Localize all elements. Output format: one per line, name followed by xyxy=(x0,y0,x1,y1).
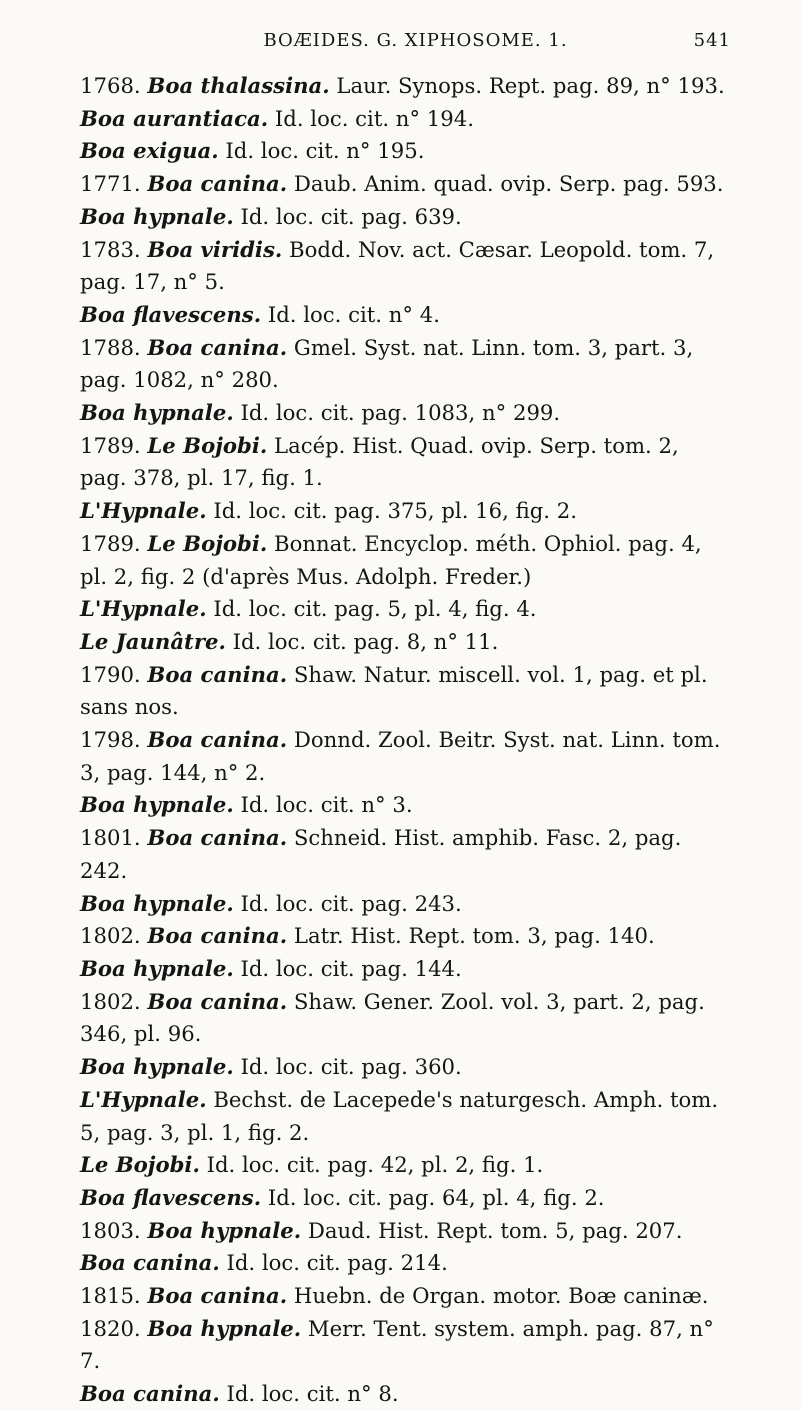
synonymy-entry xyxy=(80,430,731,495)
taxon-name: Boa canina. xyxy=(147,727,288,753)
reference: Schneid. Hist. amphib. Fasc. 2, pag. 242. xyxy=(80,825,682,883)
entry-year: 1768. xyxy=(80,73,141,98)
taxon-name: L'Hypnale. xyxy=(80,596,207,622)
synonymy-entry xyxy=(80,1182,731,1215)
entry-year: 1788. xyxy=(80,334,141,360)
synonymy-entry xyxy=(80,888,731,921)
synonymy-entry xyxy=(80,135,731,168)
taxon-name: L'Hypnale. xyxy=(80,498,207,524)
reference: Gmel. Syst. nat. Linn. tom. 3, part. 3, pag. 1082, n° 280. xyxy=(80,334,694,393)
synonymy-entry xyxy=(80,1215,731,1248)
entry-year: 1790. xyxy=(80,661,141,687)
entry-year: 1801. xyxy=(80,825,141,851)
synonymy-entry xyxy=(80,1084,731,1149)
taxon-name: Boa canina. xyxy=(147,923,288,949)
synonymy-entry xyxy=(80,332,731,397)
entry-year: 1789. xyxy=(80,530,141,556)
reference: Laur. Synops. Rept. pag. 89, n° 193. xyxy=(336,73,725,98)
taxon-name: Le Bojobi. xyxy=(147,530,268,556)
reference: Bonnat. Encyclop. méth. Ophiol. pag. 4, pl. 2, fig. 2 (d'après Mus. Adolph. Freder.) xyxy=(80,530,702,589)
synonymy-entry xyxy=(80,1378,731,1411)
taxon-name: Boa flavescens. xyxy=(80,1184,262,1210)
running-header xyxy=(80,30,731,56)
taxon-name: Boa hypnale. xyxy=(80,203,234,229)
taxon-name: Boa canina. xyxy=(147,661,288,687)
entry-year: 1771. xyxy=(80,171,141,197)
entry-year: 1798. xyxy=(80,727,141,753)
synonymy-entry xyxy=(80,103,731,136)
reference: Lacép. Hist. Quad. ovip. Serp. tom. 2, pag. 378, pl. 17, fig. 1. xyxy=(80,432,679,491)
reference: Id. loc. cit. n° 194. xyxy=(274,105,474,131)
reference: Id. loc. cit. pag. 1083, n° 299. xyxy=(240,400,561,426)
synonymy-entry xyxy=(80,495,731,528)
taxon-name: Boa hypnale. xyxy=(147,1315,302,1341)
reference: Id. loc. cit. n° 195. xyxy=(225,138,425,164)
reference: Id. loc. cit. n° 3. xyxy=(240,792,413,818)
reference: Bodd. Nov. act. Cæsar. Leopold. tom. 7, pag. 17, n° 5. xyxy=(80,236,715,295)
reference: Shaw. Gener. Zool. vol. 3, part. 2, pag. 346, pl. 96. xyxy=(80,988,705,1047)
reference: Id. loc. cit. pag. 64, pl. 4, fig. 2. xyxy=(267,1184,605,1210)
synonymy-entry xyxy=(80,168,731,201)
synonymy-entry xyxy=(80,724,731,789)
reference: Id. loc. cit. pag. 639. xyxy=(240,203,462,229)
synonymy-entry xyxy=(80,659,731,724)
reference: Id. loc. cit. pag. 5, pl. 4, fig. 4. xyxy=(213,596,537,622)
entry-year: 1803. xyxy=(80,1217,141,1243)
synonymy-entry xyxy=(80,1280,731,1313)
taxon-name: Boa canina. xyxy=(147,171,288,197)
entry-year: 1802. xyxy=(80,988,141,1014)
taxon-name: Boa viridis. xyxy=(147,236,283,262)
reference: Merr. Tent. system. amph. pag. 87, n° 7. xyxy=(80,1315,714,1374)
taxon-name: Le Bojobi. xyxy=(80,1152,200,1178)
reference: Huebn. de Organ. motor. Boæ caninæ. xyxy=(293,1283,709,1309)
reference: Id. loc. cit. pag. 360. xyxy=(240,1054,462,1080)
synonymy-entry xyxy=(80,397,731,430)
taxon-name: Le Bojobi. xyxy=(147,432,268,458)
synonymy-entry xyxy=(80,1313,731,1378)
header-title: BOÆIDES. G. XIPHOSOME. 1. xyxy=(263,30,568,51)
reference: Id. loc. cit. n° 8. xyxy=(226,1381,399,1407)
synonymy-entry xyxy=(80,1247,731,1280)
taxon-name: Boa hypnale. xyxy=(80,1054,234,1080)
entry-year: 1783. xyxy=(80,236,141,262)
taxon-name: Boa hypnale. xyxy=(80,890,234,916)
reference: Id. loc. cit. pag. 8, n° 11. xyxy=(232,628,499,654)
synonymy-entry xyxy=(80,299,731,332)
synonymy-entry xyxy=(80,789,731,822)
taxon-name: Boa canina. xyxy=(80,1381,220,1407)
reference: Id. loc. cit. pag. 144. xyxy=(240,955,462,981)
taxon-name: Boa exigua. xyxy=(80,138,219,164)
synonymy-entry xyxy=(80,234,731,299)
synonymy-entry xyxy=(80,1051,731,1084)
entry-year: 1815. xyxy=(80,1283,141,1309)
entry-year: 1789. xyxy=(80,432,141,458)
synonymy-entry xyxy=(80,920,731,953)
synonymy-entry xyxy=(80,201,731,234)
reference: Id. loc. cit. pag. 243. xyxy=(240,890,462,916)
synonymy-entry xyxy=(80,70,731,103)
taxon-name: L'Hypnale. xyxy=(80,1086,207,1112)
taxon-name: Boa hypnale. xyxy=(80,400,234,426)
taxon-name: Boa hypnale. xyxy=(147,1217,302,1243)
reference: Id. loc. cit. n° 4. xyxy=(267,301,440,327)
reference: Shaw. Natur. miscell. vol. 1, pag. et pl. sans nos. xyxy=(80,661,708,720)
taxon-name: Boa flavescens. xyxy=(80,301,262,327)
synonymy-entry xyxy=(80,593,731,626)
synonymy-entry xyxy=(80,822,731,887)
taxon-name: Boa hypnale. xyxy=(80,955,234,981)
taxon-name: Boa hypnale. xyxy=(80,792,234,818)
page-number: 541 xyxy=(693,30,731,51)
synonymy-entry xyxy=(80,528,731,593)
taxon-name: Boa canina. xyxy=(147,334,288,360)
synonymy-entry xyxy=(80,986,731,1051)
reference: Id. loc. cit. pag. 42, pl. 2, fig. 1. xyxy=(206,1152,544,1178)
synonymy-list xyxy=(80,70,731,1411)
entry-year: 1820. xyxy=(80,1315,141,1341)
taxon-name: Boa aurantiaca. xyxy=(80,105,269,131)
taxon-name: Boa canina. xyxy=(80,1250,220,1276)
reference: Daud. Hist. Rept. tom. 5, pag. 207. xyxy=(307,1217,683,1243)
reference: Donnd. Zool. Beitr. Syst. nat. Linn. tom. 3, pag. 144, n° 2. xyxy=(80,727,721,785)
reference: Id. loc. cit. pag. 375, pl. 16, fig. 2. xyxy=(213,498,577,524)
reference: Daub. Anim. quad. ovip. Serp. pag. 593. xyxy=(293,171,724,197)
reference: Latr. Hist. Rept. tom. 3, pag. 140. xyxy=(293,923,655,949)
taxon-name: Boa thalassina. xyxy=(147,73,330,98)
taxon-name: Le Jaunâtre. xyxy=(80,628,226,654)
reference: Bechst. de Lacepede's naturgesch. Amph. tom. 5, pag. 3, pl. 1, fig. 2. xyxy=(80,1086,719,1145)
entry-year: 1802. xyxy=(80,923,141,949)
taxon-name: Boa canina. xyxy=(147,1283,288,1309)
taxon-name: Boa canina. xyxy=(147,825,288,851)
taxon-name: Boa canina. xyxy=(147,988,288,1014)
synonymy-entry xyxy=(80,626,731,659)
synonymy-entry xyxy=(80,953,731,986)
synonymy-entry xyxy=(80,1149,731,1182)
reference: Id. loc. cit. pag. 214. xyxy=(226,1250,448,1276)
